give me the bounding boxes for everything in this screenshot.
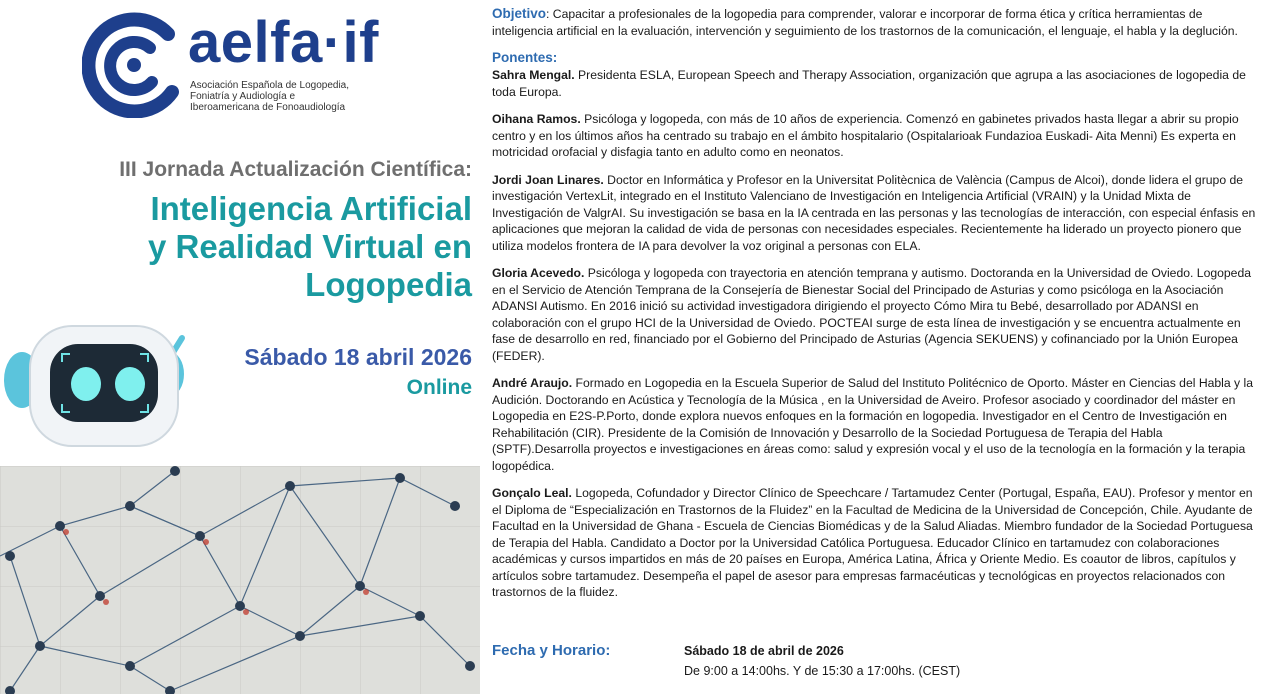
speaker-entry bbox=[492, 265, 1260, 364]
network-people-photo bbox=[0, 466, 480, 694]
event-title-line: y Realidad Virtual en bbox=[147, 228, 472, 265]
speaker-name: Gonçalo Leal. bbox=[492, 486, 572, 500]
speaker-name: Sahra Mengal. bbox=[492, 68, 575, 82]
objective-label: Objetivo bbox=[492, 6, 547, 21]
speaker-entry bbox=[492, 485, 1260, 601]
event-details bbox=[492, 6, 1260, 612]
aelfa-logo bbox=[82, 12, 402, 122]
robot-illustration-icon bbox=[0, 318, 200, 448]
objective-section bbox=[492, 6, 1260, 39]
speaker-bio: Doctor en Informática y Profesor en la Universitat Politècnica de València (Campus de Alcoi), donde lidera el grupo de investigación VertexLit, integrado en el Instituto Valenciano de Investigación en Inteligencia Artificial (VRAIN) y la Unidad Mixta de Investigación de ValgrAI. Su investigación se basa en la IA centrada en las personas y las tecnologías de interacción, con especial énfasis en aplicaciones que mejoran la calidad de vida de personas con necesidades especiales. Recientemente ha liderado un proyecto pionero que utiliza modelos frontera de IA para devolver la voz original a personas con ELA. bbox=[492, 172, 1256, 253]
speaker-name: Gloria Acevedo. bbox=[492, 266, 585, 280]
logo-subtitle-line: Foniatría y Audiología e bbox=[190, 91, 296, 102]
speaker-bio: Logopeda, Cofundador y Director Clínico de Speechcare / Tartamudez Center (Portugal, España, EAU). Profesor y mentor en el Diploma de “Especialización en Trastornos de la Fluidez” en la Facultad de Medicina de la Universidad de Concepción, Chile. Ayudante de Facultad en la Universidad de Ghana - Escuela de Ciencias Biomédicas y de la Salud Aliadas. Miembro fundador de la Sociedad Portuguesa de Terapia del Habla. Candidato a Doctor por la Universidad Católica Portuguesa. Educador Clínico en tartamudez con colaboraciones académicas y cursos impartidos en más de 20 países en Europa, América Latina, África y Oriente Medio. Es coautor de libros, capítulos y artículos sobre tartamudez. Desempeña el papel de asesor para empresas farmacéuticas y tecnológicas en proyectos relacionados con trastornos de la fluidez. bbox=[492, 486, 1253, 599]
aelfa-logo-mark-icon bbox=[82, 12, 186, 118]
event-title-line: Inteligencia Artificial bbox=[150, 190, 472, 227]
speaker-name: André Araujo. bbox=[492, 376, 573, 390]
event-mode: Online bbox=[406, 376, 472, 399]
speaker-bio: Presidenta ESLA, European Speech and Therapy Association, organización que agrupa a las asociaciones de logopedia de toda Europa. bbox=[492, 68, 1246, 99]
schedule-time: De 9:00 a 14:00hs. Y de 15:30 a 17:00hs. (CEST) bbox=[684, 664, 961, 678]
event-series: III Jornada Actualización Científica: bbox=[119, 158, 472, 181]
schedule-label: Fecha y Horario: bbox=[492, 642, 611, 659]
logo-subtitle-line: Iberoamericana de Fonoaudiología bbox=[190, 102, 346, 113]
speaker-name: Oihana Ramos. bbox=[492, 112, 581, 126]
schedule-section bbox=[492, 642, 1260, 692]
network-people-image bbox=[0, 466, 480, 694]
speaker-entry bbox=[492, 375, 1260, 474]
event-poster-column bbox=[0, 0, 480, 694]
logo-subtitle-line: Asociación Española de Logopedia, bbox=[190, 80, 350, 91]
event-date: Sábado 18 abril 2026 bbox=[244, 344, 472, 370]
speakers-heading: Ponentes: bbox=[492, 50, 558, 65]
speaker-bio: Formado en Logopedia en la Escuela Superior de Salud del Instituto Politécnico de Oporto. Máster en Ciencias del Habla y la Audición. Doctorando en Acústica y Tecnología de la Música , en la Universidad de Aveiro. Profesor asociado y coordinador del máster en Logopedia en E2S-P.Porto, donde explora nuevos enfoques en la formación en logopedia. Investigador en el Centro de Investigación en Rehabilitación (CIR). Presidente de la Comisión de Innovación y Desarrollo de la Sociedad Portuguesa de Terapia del Habla (SPTF).Desarrolla proyectos e investigaciones en áreas como: salud y expresión vocal y el uso de la tecnología en la formación y la terapia logopédica. bbox=[492, 376, 1254, 473]
objective-text: Capacitar a profesionales de la logopedia para comprender, valorar e incorporar de forma ética y crítica herramientas de inteligencia artificial en la evaluación, intervención y seguimiento de los trastornos de la comunicación, el lenguaje, el habla y la deglución. bbox=[492, 7, 1238, 38]
event-title-line: Logopedia bbox=[305, 266, 472, 303]
logo-wordmark: aelfa·if bbox=[188, 10, 379, 75]
speaker-entry bbox=[492, 67, 1260, 100]
speaker-bio: Psicóloga y logopeda, con más de 10 años de experiencia. Comenzó en gabinetes privados hasta llegar a abrir su propio centro y en los últimos años ha centrado su trabajo en el ámbito hospitalario (Ospitalarioak Fundazioa Euskadi- Aita Menni) Es experta en motricidad orofacial y disfagia tanto en adulto como en neonatos. bbox=[492, 112, 1239, 159]
logo-subtitle bbox=[190, 80, 349, 113]
speaker-name: Jordi Joan Linares. bbox=[492, 172, 604, 187]
schedule-date: Sábado 18 de abril de 2026 bbox=[684, 644, 844, 658]
speaker-entry bbox=[492, 172, 1260, 255]
speaker-entry bbox=[492, 111, 1260, 161]
event-title bbox=[148, 190, 472, 304]
speaker-bio: Psicóloga y logopeda con trayectoria en atención temprana y autismo. Doctoranda en la Universidad de Oviedo. Logopeda en el Servicio de Atención Temprana de la Consejería de Bienestar Social del Principado de Asturias y como psicóloga en la Asociación ADANSI Autismo. En 2016 inició su actividad investigadora dirigiendo el proyecto Cómo Mira tu Bebé, desarrollado por ADANSI en colaboración con el grupo HCI de la Universidad de Oviedo. POCTEAI surge de esta línea de investigación y se encuentra actualmente en fase de desarrollo en red, financiado por el Gobierno del Principado de Asturias (Agencia SEKUENS) y cofinanciado por la Unión Europea (FEDER). bbox=[492, 266, 1252, 363]
objective-colon: : bbox=[546, 7, 553, 21]
